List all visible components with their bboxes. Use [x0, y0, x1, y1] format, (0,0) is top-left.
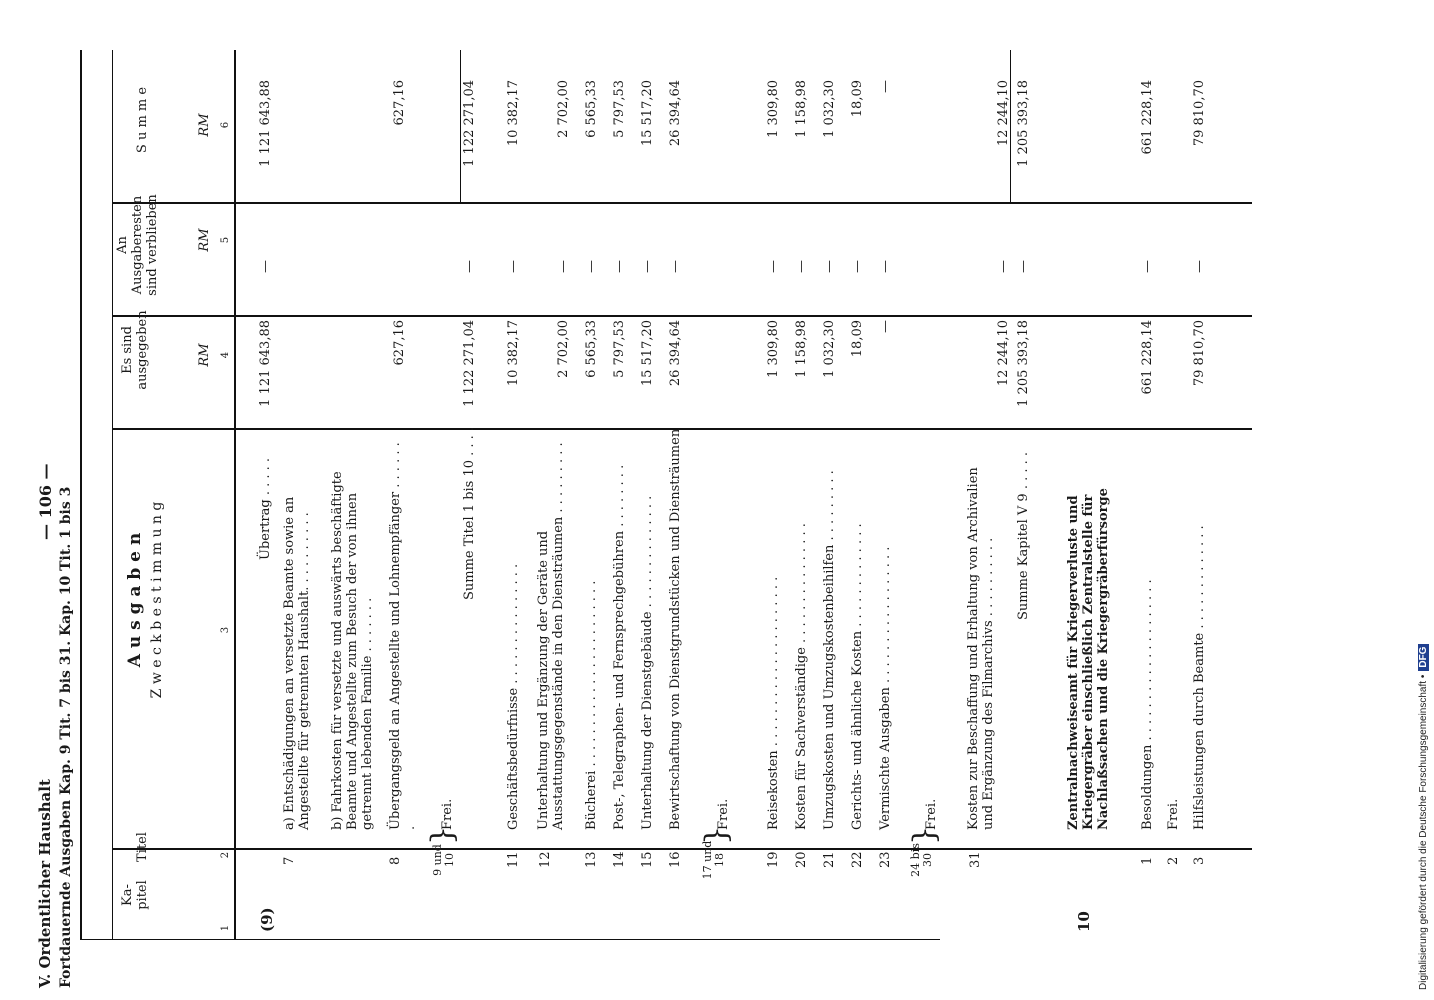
header-rule — [234, 50, 236, 940]
col-no-1: 1 — [220, 924, 231, 932]
row-summe: 12 244,10 — [996, 80, 1011, 147]
row-text: Vermischte Ausgaben . . . . . . . . . . . . . . . . . — [878, 546, 893, 830]
row-text: Bücherei . . . . . . . . . . . . . . . . . . . . . . . — [584, 580, 599, 830]
row-summe: 1 309,80 — [766, 80, 781, 138]
row-summe: 5 797,53 — [612, 80, 627, 138]
row-reste: — — [506, 260, 521, 273]
header-titel: Titel — [135, 832, 150, 862]
row-reste: — — [612, 260, 627, 273]
row-summe: 1 121 643,88 — [258, 80, 273, 167]
row-reste: — — [1140, 260, 1155, 273]
row-text: a) Entschädigungen an versetzte Beamte sowie an Angestellte für getrennten Haushalt. . . . . . . . . . — [282, 496, 312, 830]
row-text: Post-, Telegraphen- und Fernsprechgebühren . . . . . . . . — [612, 464, 627, 830]
row-titel: 7 — [282, 856, 297, 865]
row-text: Gerichts- und ähnliche Kosten . . . . . . . . . . . . . — [850, 523, 865, 830]
row-titel: 1 — [1140, 856, 1155, 865]
row-summe: 79 810,70 — [1192, 80, 1207, 147]
row-text: Besoldungen . . . . . . . . . . . . . . . . . . . . — [1140, 579, 1155, 830]
row-summe: 15 517,20 — [640, 80, 655, 147]
haushalt-title: V. Ordentlicher Haushalt — [36, 779, 54, 988]
row-text: Summe Kapitel V 9 . . . . . — [1016, 451, 1031, 620]
col-rule-1 — [80, 939, 940, 940]
row-reste: — — [258, 260, 273, 273]
col-no-2: 2 — [220, 851, 231, 859]
header-ausgaben: A u s g a b e n — [125, 532, 145, 668]
row-ausgegeben: 6 565,33 — [584, 320, 599, 378]
row-ausgegeben: 18,09 — [850, 320, 865, 358]
summe-box-rule-1 — [460, 50, 461, 204]
row-ausgegeben: 1 158,98 — [794, 320, 809, 378]
row-summe: 1 122 271,04 — [462, 80, 477, 167]
row-summe: 18,09 — [850, 80, 865, 118]
row-summe: 10 382,17 — [506, 80, 521, 147]
header-ausgegeben: Es sind ausgegeben — [120, 310, 150, 390]
row-summe: 627,16 — [392, 80, 407, 126]
brace-17-18: } — [699, 825, 734, 845]
row-titel: 23 — [878, 851, 893, 868]
row-text: Unterhaltung und Ergänzung der Geräte und Ausstattungsgegenstände in den Diensträumen . . . . . . . . . — [536, 442, 566, 830]
row-text: Frei. — [924, 798, 939, 830]
row-titel: 11 — [506, 851, 521, 868]
header-reste: An Ausgaberesten sind verblieben — [115, 194, 160, 296]
digitization-note — [1418, 10, 1429, 990]
row-text: Hilfsleistungen durch Beamte . . . . . . . . . . . . . — [1192, 525, 1207, 830]
header-rm-5: RM — [197, 228, 212, 252]
header-inner-rule — [112, 50, 113, 940]
row-text: Geschäftsbedürfnisse . . . . . . . . . . . . . . . — [506, 563, 521, 830]
brace-24-30: } — [907, 825, 942, 845]
row-ausgegeben: 2 702,00 — [556, 320, 571, 378]
col-rule-titel — [112, 848, 1252, 850]
table-top-rule — [80, 50, 82, 940]
col-no-5: 5 — [220, 236, 231, 244]
row-text: Frei. — [716, 798, 731, 830]
row-ausgegeben: 1 205 393,18 — [1016, 320, 1031, 407]
row-reste: — — [1016, 260, 1031, 273]
row-titel: 21 — [822, 851, 837, 868]
row-reste: — — [850, 260, 865, 273]
row-titel: 3 — [1192, 856, 1207, 865]
row-text: Frei. — [440, 798, 455, 830]
row-reste: — — [640, 260, 655, 273]
row-ausgegeben: 1 309,80 — [766, 320, 781, 378]
row-titel: 2 — [1166, 856, 1181, 865]
row-titel: 8 — [388, 856, 403, 865]
row-titel: 9 und 10 — [431, 844, 456, 876]
col-no-4: 4 — [220, 351, 231, 359]
header-summe: S u m m e — [135, 86, 150, 154]
row-text: Unterhaltung der Dienstgebäude . . . . . . . . . . . . . . — [640, 495, 655, 830]
row-titel: 20 — [794, 851, 809, 868]
row-text: Zentralnachweiseamt für Kriegerverluste und Kriegergräber einschließlich Zentralstelle für Nachlaßsachen und die Kriegergräberfürsorge — [1066, 488, 1111, 830]
row-titel: 24 bis 30 — [909, 843, 934, 877]
row-summe: 661 228,14 — [1140, 80, 1155, 155]
row-titel: 17 und 18 — [701, 840, 726, 880]
row-reste: — — [584, 260, 599, 273]
row-titel: 22 — [850, 851, 865, 868]
kapitel-10-label: 10 — [1075, 911, 1093, 932]
row-summe: 2 702,00 — [556, 80, 571, 138]
row-ausgegeben: 627,16 — [392, 320, 407, 366]
row-reste: — — [794, 260, 809, 273]
col-no-3: 3 — [220, 626, 231, 634]
row-ausgegeben: 15 517,20 — [640, 320, 655, 387]
row-ausgegeben: 10 382,17 — [506, 320, 521, 387]
row-ausgegeben: 661 228,14 — [1140, 320, 1155, 395]
row-text: Kosten für Sachverständige . . . . . . . . . . . . . . . — [794, 523, 809, 830]
row-summe: — — [878, 80, 893, 93]
col-rule-rest — [112, 202, 1252, 204]
row-titel: 16 — [668, 851, 683, 868]
row-ausgegeben: — — [878, 320, 893, 333]
row-ausgegeben: 79 810,70 — [1192, 320, 1207, 387]
row-reste: — — [1192, 260, 1207, 273]
row-titel: 13 — [584, 851, 599, 868]
row-summe: 1 205 393,18 — [1016, 80, 1031, 167]
row-reste: — — [878, 260, 893, 273]
row-text: Reisekosten . . . . . . . . . . . . . . . . . . . . . — [766, 576, 781, 830]
row-text: Übergangsgeld an Angestellte und Lohnempfänger . . . . . . . — [388, 442, 418, 830]
row-ausgegeben: 5 797,53 — [612, 320, 627, 378]
header-rm-4: RM — [197, 343, 212, 367]
row-titel: 19 — [766, 851, 781, 868]
row-ausgegeben: 1 121 643,88 — [258, 320, 273, 407]
row-titel: 14 — [612, 851, 627, 868]
row-summe: 26 394,64 — [668, 80, 683, 147]
row-text: Kosten zur Beschaffung und Erhaltung von Archivalien und Ergänzung des Filmarchivs . . . . . . . . . . — [966, 467, 996, 830]
page-subtitle: Fortdauernde Ausgaben Kap. 9 Tit. 7 bis 31. Kap. 10 Tit. 1 bis 3 — [58, 486, 74, 988]
row-reste: — — [462, 260, 477, 273]
row-text: Summe Titel 1 bis 10 . . . . — [462, 426, 477, 600]
header-zweck: Z w e c k b e s t i m m u n g — [149, 501, 165, 699]
row-text: Übertrag . . . . . — [258, 457, 273, 560]
col-rule-ausg — [112, 315, 1252, 317]
row-reste: — — [556, 260, 571, 273]
row-summe: 1 032,30 — [822, 80, 837, 138]
row-titel: 15 — [640, 851, 655, 868]
kapitel-9-label: (9) — [258, 907, 276, 932]
row-reste: — — [996, 260, 1011, 273]
row-ausgegeben: 1 032,30 — [822, 320, 837, 378]
row-ausgegeben: 1 122 271,04 — [462, 320, 477, 407]
row-ausgegeben: 12 244,10 — [996, 320, 1011, 387]
row-summe: 6 565,33 — [584, 80, 599, 138]
row-text: Bewirtschaftung von Dienstgrundstücken und Diensträumen — [668, 428, 683, 830]
digitization-text: Digitalisierung gefördert durch die Deutsche Forschungsgemeinschaft • — [1418, 674, 1429, 990]
row-text: Frei. — [1166, 798, 1181, 830]
dfg-logo: DFG — [1418, 644, 1429, 671]
row-reste: — — [668, 260, 683, 273]
row-reste: — — [766, 260, 781, 273]
header-kapitel: Ka- pitel — [120, 880, 150, 910]
row-text: b) Fahrkosten für versetzte und auswärts beschäftigte Beamte und Angestellte zum Besuch der von ihnen getrennt lebenden Familie . . . . . . . — [330, 471, 375, 830]
row-reste: — — [822, 260, 837, 273]
brace-9-10: } — [425, 825, 460, 845]
col-no-6: 6 — [220, 121, 231, 129]
row-ausgegeben: 26 394,64 — [668, 320, 683, 387]
row-summe: 1 158,98 — [794, 80, 809, 138]
row-text: Umzugskosten und Umzugskostenbeihilfen . . . . . . . . . — [822, 470, 837, 830]
row-titel: 12 — [538, 851, 553, 868]
header-rm-6: RM — [197, 113, 212, 137]
row-titel: 31 — [968, 851, 983, 868]
page-number: — 106 — — [36, 463, 55, 540]
